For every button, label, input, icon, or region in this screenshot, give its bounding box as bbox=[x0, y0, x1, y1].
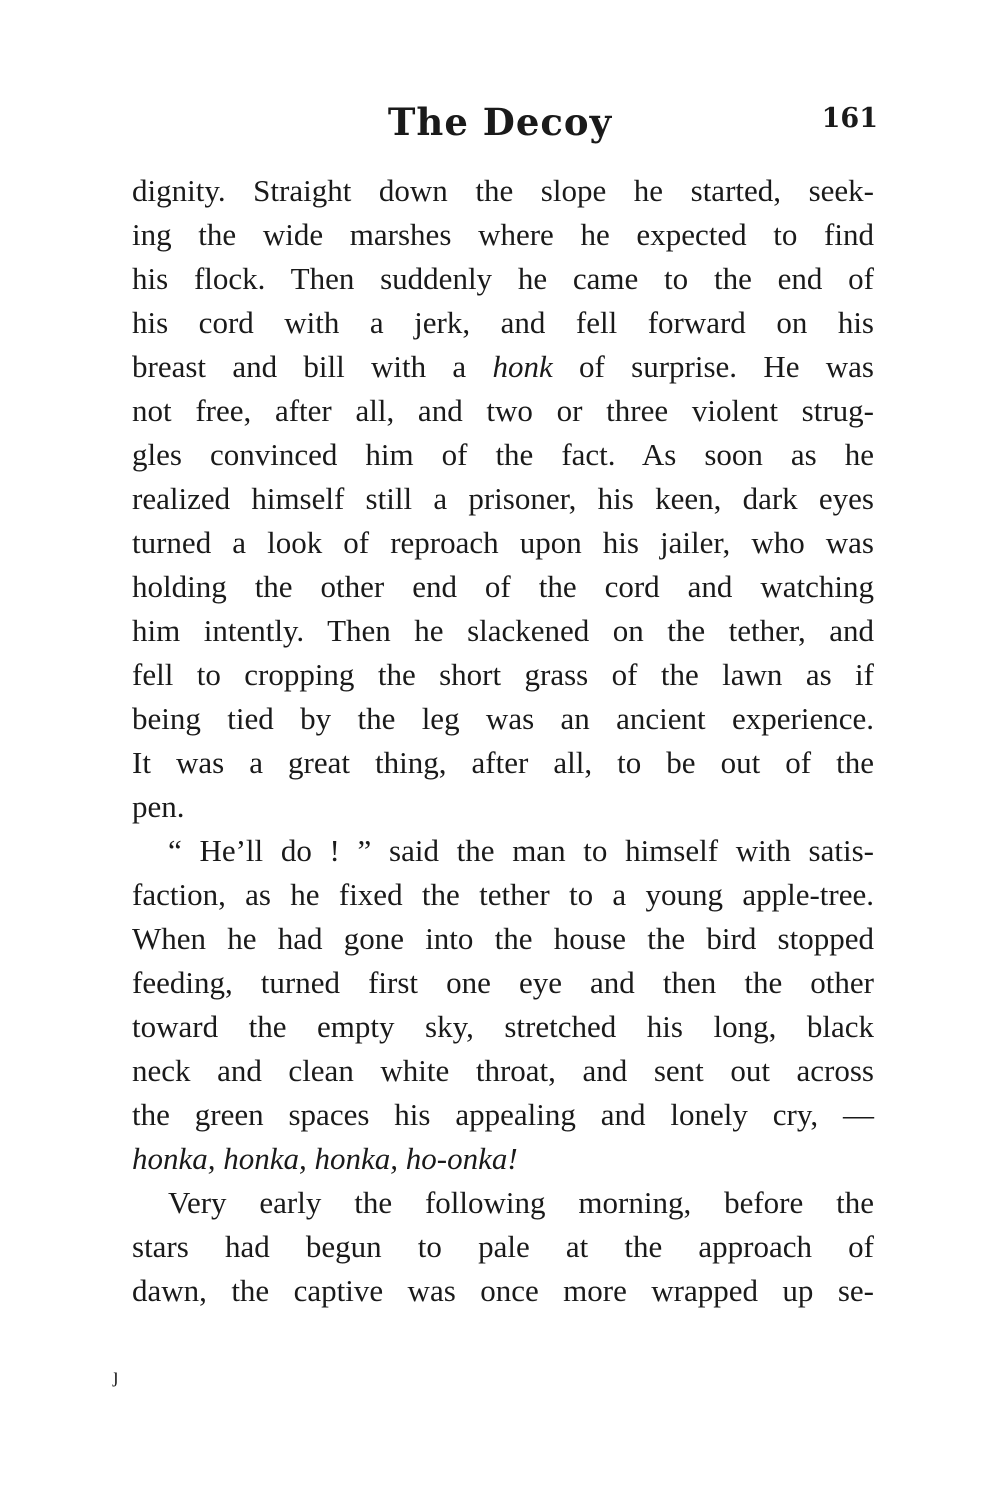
text-line: feeding, turned first one eye and then the other bbox=[132, 965, 874, 1000]
text-line: gles convinced him of the fact. As soon as he bbox=[132, 437, 874, 472]
text-line bbox=[132, 347, 874, 387]
running-head-title: The Decoy bbox=[387, 100, 613, 144]
text-line: fell to cropping the short grass of the lawn as if bbox=[132, 657, 874, 692]
text-line: dignity. Straight down the slope he started, seek- bbox=[132, 173, 874, 208]
text-line: being tied by the leg was an ancient experience. bbox=[132, 701, 874, 736]
text-line: pen. bbox=[132, 789, 185, 824]
text-line: realized himself still a prisoner, his keen, dark eyes bbox=[132, 481, 874, 516]
text-line: When he had gone into the house the bird stopped bbox=[132, 921, 874, 956]
signature-mark: ȷ bbox=[113, 1365, 119, 1387]
text-line: faction, as he fixed the tether to a young apple-tree. bbox=[132, 877, 874, 912]
text-segment: breast and bill with a bbox=[132, 349, 467, 384]
text-segment: of surprise. He was bbox=[579, 349, 874, 384]
text-line: toward the empty sky, stretched his long, black bbox=[132, 1009, 874, 1044]
text-line: his cord with a jerk, and fell forward on his bbox=[132, 305, 874, 340]
text-line: holding the other end of the cord and watching bbox=[132, 569, 874, 604]
text-line: not free, after all, and two or three violent strug- bbox=[132, 393, 874, 428]
text-line: turned a look of reproach upon his jailer, who was bbox=[132, 525, 874, 560]
text-line: honka, honka, honka, ho-onka! bbox=[132, 1141, 518, 1176]
text-line: neck and clean white throat, and sent out across bbox=[132, 1053, 874, 1088]
text-line: “ He’ll do ! ” said the man to himself with satis- bbox=[168, 833, 874, 868]
page-number: 161 bbox=[821, 103, 878, 134]
text-line: the green spaces his appealing and lonely cry, — bbox=[132, 1097, 874, 1132]
text-line: stars had begun to pale at the approach of bbox=[132, 1229, 874, 1264]
text-line: dawn, the captive was once more wrapped up se- bbox=[132, 1273, 874, 1308]
text-line: his flock. Then suddenly he came to the end of bbox=[132, 261, 874, 296]
text-line: ing the wide marshes where he expected to find bbox=[132, 217, 874, 252]
text-line: Very early the following morning, before the bbox=[168, 1185, 874, 1220]
emphasized-word: honk bbox=[492, 349, 553, 384]
text-line: It was a great thing, after all, to be out of the bbox=[132, 745, 874, 780]
text-line: him intently. Then he slackened on the tether, and bbox=[132, 613, 874, 648]
